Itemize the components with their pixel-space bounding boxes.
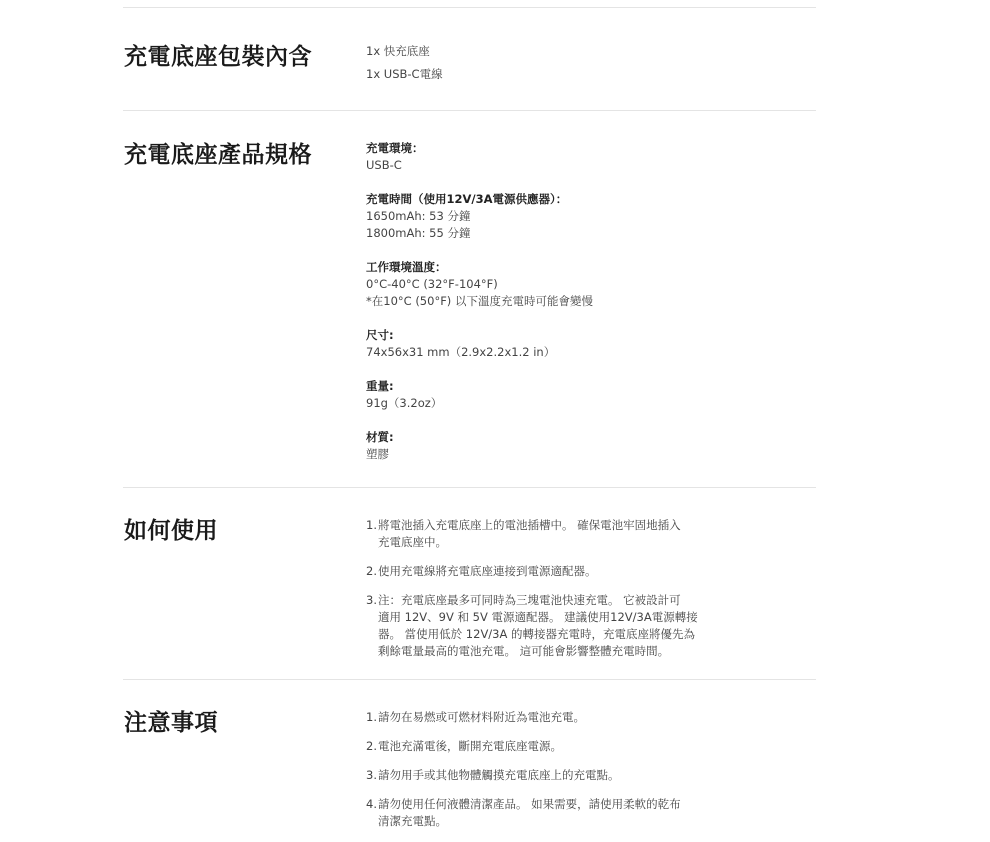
spec-label-weight: 重量: [366,379,394,393]
spec-value: 91g（3.2oz） [366,396,443,410]
spec-value: USB-C [366,158,402,172]
step-number: 4. [366,797,377,811]
spec-value: 74x56x31 mm（2.9x2.2x1.2 in） [366,345,556,359]
spec-label-material: 材質: [366,430,394,444]
step-text: 清潔充電點。 [378,814,447,828]
specifications-heading: 充電底座產品規格 [124,142,312,168]
step-text: 剩餘電量最高的電池充電。 這可能會影響整體充電時間。 [378,644,670,658]
step-number: 3. [366,768,377,782]
precautions-list [366,709,696,842]
list-item [366,767,696,784]
list-item [366,592,696,660]
how-to-use-heading: 如何使用 [124,518,218,544]
list-item [366,796,696,830]
step-text: 使用充電線將充電底座連接到電源適配器。 [378,564,597,578]
step-number: 2. [366,739,377,753]
list-item: 1x USB-C電線 [366,67,443,81]
how-to-use-list [366,517,696,672]
spec-value: 1650mAh: 53 分鐘 [366,209,471,223]
spec-value: 1800mAh: 55 分鐘 [366,226,471,240]
specifications-list [366,140,696,463]
spec-value: *在10°C (50°F) 以下溫度充電時可能會變慢 [366,294,593,308]
step-text: 器。 當使用低於 12V/3A 的轉接器充電時，充電底座將優先為 [378,627,696,641]
step-text: 將電池插入充電底座上的電池插槽中。 確保電池牢固地插入 [378,518,681,532]
section-divider [123,110,816,111]
section-divider [123,679,816,680]
step-text: 適用 12V、9V 和 5V 電源適配器。 建議使用12V/3A電源轉接 [378,610,698,624]
step-text: 充電底座中。 [378,535,447,549]
spec-value: 0°C-40°C (32°F-104°F) [366,277,498,291]
step-number: 1. [366,710,377,724]
step-text: 請勿在易燃或可燃材料附近為電池充電。 [378,710,585,724]
step-text: 請勿用手或其他物體觸摸充電底座上的充電點。 [378,768,620,782]
spec-label-charging-env: 充電環境： [366,141,424,155]
step-number: 2. [366,564,377,578]
package-contents-list [366,43,696,83]
list-item [366,563,696,580]
step-number: 3. [366,593,377,607]
package-contents-heading: 充電底座包裝內含 [124,44,312,70]
spec-label-dimensions: 尺寸: [366,328,394,342]
precautions-heading: 注意事項 [124,710,218,736]
spec-label-temperature: 工作環境溫度： [366,260,447,274]
step-text: 注：充電底座最多可同時為三塊電池快速充電。 它被設計可 [378,593,681,607]
list-item [366,517,696,551]
list-item: 1x 快充底座 [366,44,430,58]
step-text: 電池充滿電後，斷開充電底座電源。 [378,739,562,753]
list-item [366,738,696,755]
section-divider [123,7,816,8]
section-divider [123,487,816,488]
spec-value: 塑膠 [366,447,389,461]
spec-label-charging-time: 充電時間（使用12V/3A電源供應器）： [366,192,568,206]
list-item [366,709,696,726]
step-number: 1. [366,518,377,532]
step-text: 請勿使用任何液體清潔產品。 如果需要，請使用柔軟的乾布 [378,797,681,811]
